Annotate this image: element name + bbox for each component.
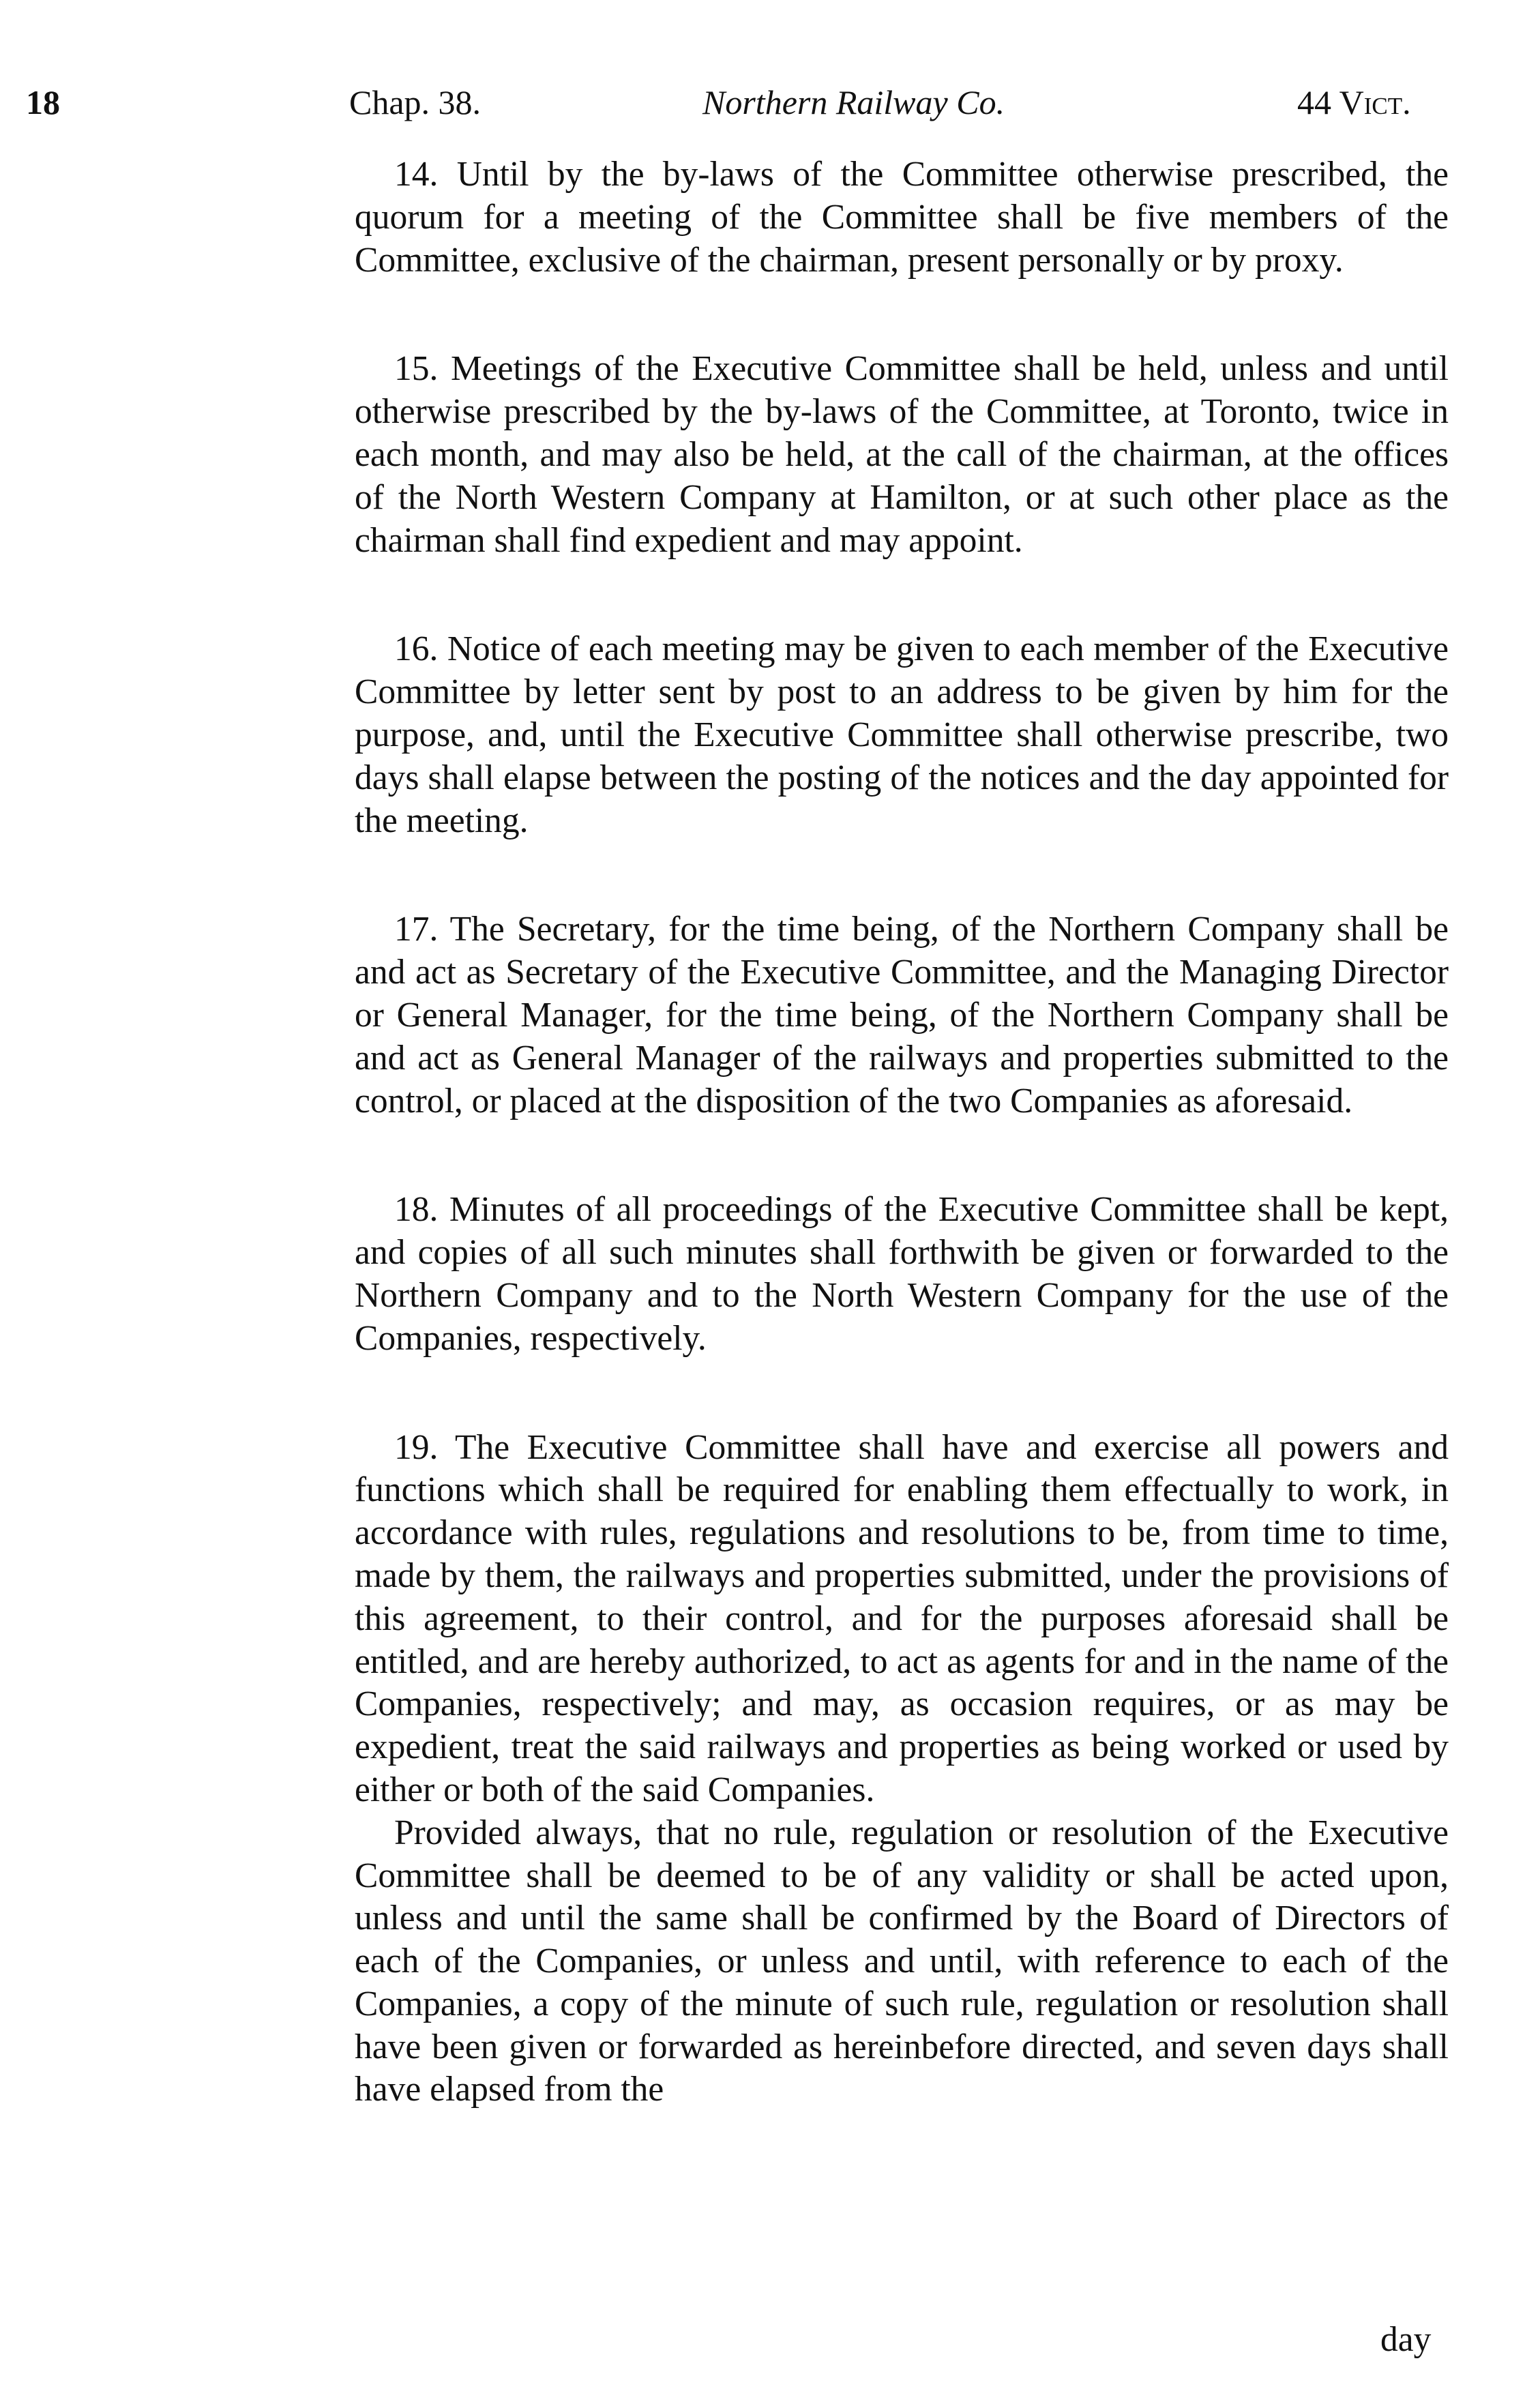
catchword: day — [1380, 2320, 1432, 2359]
section-18: 18. Minutes of all proceedings of the Executive Committee shall be kept, and copies of all such minutes shall forthwith be given or forwarded to the Northern Company and to the North Western Company for the use of the Companies, respectively. — [355, 1190, 1449, 1358]
section-15: 15. Meetings of the Executive Committee shall be held, unless and until otherwise prescribed by the by-laws of the Committee, at Toronto, twice in each month, and may also be held, at the call of the chairman, at the offices of the North Western Company at Hamilton, or at such other place as the chairman shall find expedient and may appoint. — [355, 349, 1449, 560]
page-number: 18 — [26, 83, 60, 121]
section-14: 14. Until by the by-laws of the Committee otherwise prescribed, the quorum for a meeting of the Committee shall be five members of the Committee, exclusive of the chairman, present personally or by proxy. — [355, 155, 1449, 280]
proviso-paragraph: Provided always, that no rule, regulation or resolution of the Executive Committee shall be deemed to be of any validity or shall be acted upon, unless and until the same shall be confirmed by the Board of Directors of each of the Companies, or unless and until, with reference to each of the Companies, a copy of the minute of such rule, regulation or resolution shall have been given or forwarded as hereinbefore directed, and seven days shall have elapsed from the — [355, 1813, 1449, 2109]
running-title: Northern Railway Co. — [702, 83, 1005, 121]
regnal-year: 44 Vict. — [1297, 83, 1411, 121]
section-16: 16. Notice of each meeting may be given to each member of the Executive Committee by letter sent by post to an address to be given by him for the purpose, and, until the Executive Committee shall otherwise prescribe, two days shall elapse between the posting of the notices and the day appointed for the meeting. — [355, 629, 1449, 840]
chapter-label: Chap. 38. — [349, 83, 482, 121]
body-text — [355, 153, 1449, 2111]
running-header — [0, 75, 1540, 130]
section-17: 17. The Secretary, for the time being, of the Northern Company shall be and act as Secretary of the Executive Committee, and the Managing Director or General Manager, for the time being, of the Northern Company shall be and act as General Manager of the railways and properties submitted to the control, or placed at the disposition of the two Companies as aforesaid. — [355, 910, 1449, 1120]
section-19: 19. The Executive Committee shall have and exercise all powers and functions which shall be required for enabling them effectually to work, in accordance with rules, regulations and resolutions to be, from time to time, made by them, the railways and properties submitted, under the provisions of this agreement, to their control, and for the purposes aforesaid shall be entitled, and are hereby authorized, to act as agents for and in the name of the Companies, respectively; and may, as occasion requires, or as may be expedient, treat the said railways and properties as being worked or used by either or both of the said Companies. — [355, 1427, 1449, 1809]
